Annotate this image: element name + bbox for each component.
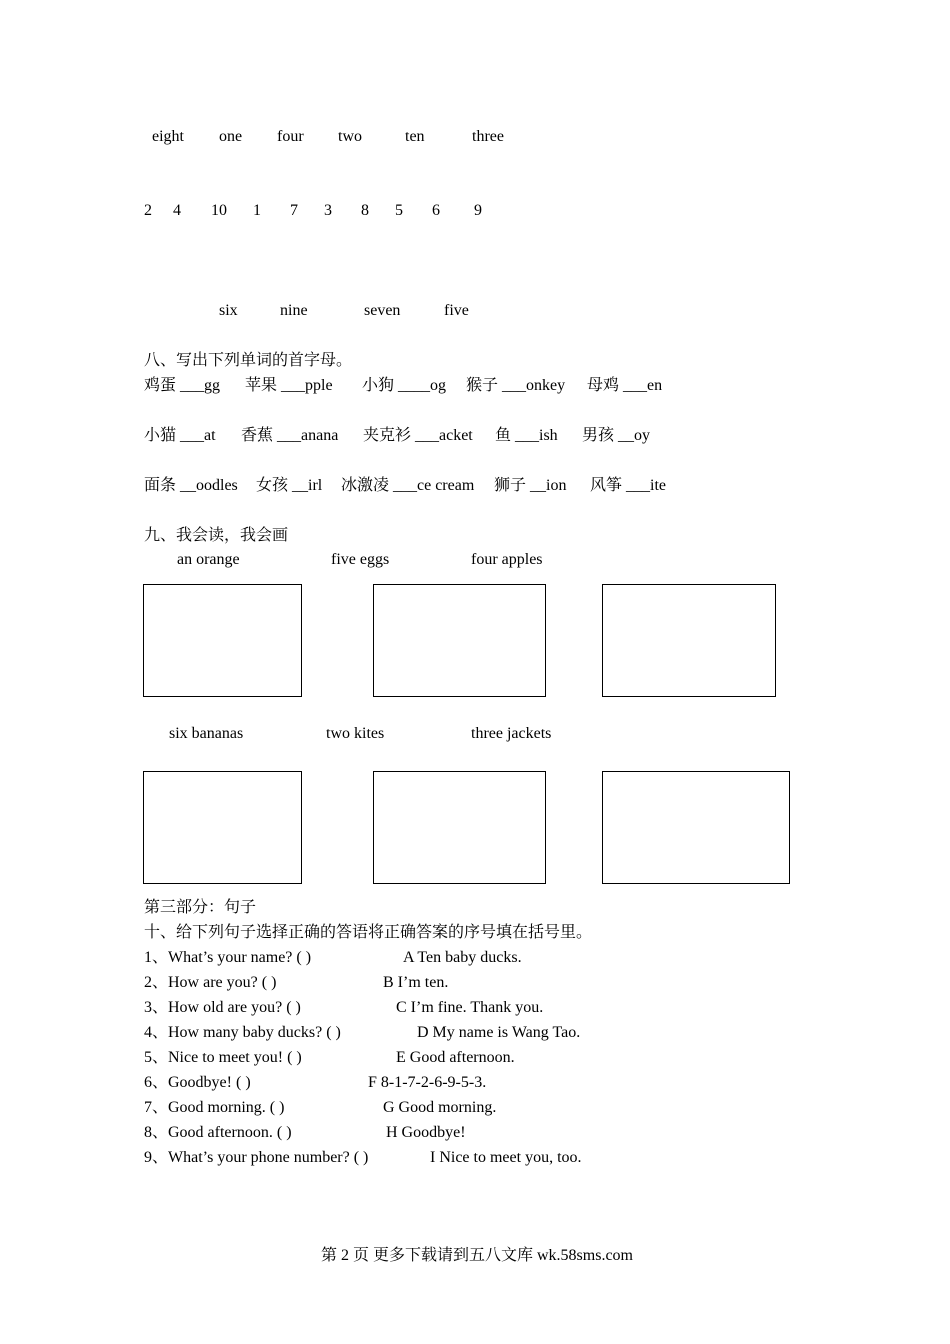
drawing-box (373, 584, 546, 697)
word-three: three (472, 128, 504, 145)
number-item: 1 (253, 202, 261, 219)
fill-blank-item: 夹克衫 ___acket (363, 427, 473, 444)
question-item: 4、How many baby ducks? ( ) (144, 1024, 341, 1041)
fill-blank-item: 狮子 __ion (494, 477, 567, 494)
drawing-box (143, 584, 302, 697)
draw-label: five eggs (331, 551, 390, 568)
question-item: 9、What’s your phone number? ( ) (144, 1149, 369, 1166)
number-item: 6 (432, 202, 440, 219)
drawing-box (602, 771, 790, 884)
answer-item: I Nice to meet you, too. (430, 1149, 582, 1166)
section10-title: 十、给下列句子选择正确的答语将正确答案的序号填在括号里。 (144, 924, 593, 941)
section9-title: 九、我会读，我会画 (144, 527, 289, 544)
answer-item: C I’m fine. Thank you. (396, 999, 544, 1016)
answer-item: D My name is Wang Tao. (417, 1024, 581, 1041)
draw-label: an orange (177, 551, 240, 568)
number-item: 2 (144, 202, 152, 219)
page-footer: 第 2 页 更多下载请到五八文库 wk.58sms.com (321, 1247, 634, 1264)
drawing-box (143, 771, 302, 884)
fill-blank-item: 小猫 ___at (144, 427, 216, 444)
section8-title: 八、写出下列单词的首字母。 (144, 352, 353, 369)
fill-blank-item: 鸡蛋 ___gg (144, 377, 221, 394)
word-seven: seven (364, 302, 401, 319)
word-two: two (338, 128, 362, 145)
fill-blank-item: 面条 __oodles (144, 477, 238, 494)
fill-blank-item: 鱼 ___ish (495, 427, 558, 444)
number-item: 9 (474, 202, 482, 219)
number-item: 3 (324, 202, 332, 219)
answer-item: F 8-1-7-2-6-9-5-3. (368, 1074, 487, 1091)
answer-item: B I’m ten. (383, 974, 449, 991)
question-item: 3、How old are you? ( ) (144, 999, 301, 1016)
word-five: five (444, 302, 469, 319)
drawing-box (373, 771, 546, 884)
word-nine: nine (280, 302, 308, 319)
number-item: 8 (361, 202, 369, 219)
fill-blank-item: 小狗 ____og (362, 377, 447, 394)
answer-item: E Good afternoon. (396, 1049, 515, 1066)
word-eight: eight (152, 128, 184, 145)
question-item: 1、What’s your name? ( ) (144, 949, 312, 966)
word-one: one (219, 128, 243, 145)
question-item: 5、Nice to meet you! ( ) (144, 1049, 302, 1066)
fill-blank-item: 香蕉 ___anana (241, 427, 339, 444)
fill-blank-item: 苹果 ___pple (245, 377, 333, 394)
fill-blank-item: 猴子 ___onkey (466, 377, 566, 394)
number-item: 4 (173, 202, 181, 219)
part3-title: 第三部分：句子 (144, 899, 257, 916)
answer-item: G Good morning. (383, 1099, 497, 1116)
word-ten: ten (405, 128, 425, 145)
answer-item: A Ten baby ducks. (403, 949, 522, 966)
fill-blank-item: 女孩 __irl (256, 477, 323, 494)
number-item: 5 (395, 202, 403, 219)
drawing-box (602, 584, 776, 697)
word-four: four (277, 128, 304, 145)
number-item: 7 (290, 202, 298, 219)
fill-blank-item: 男孩 __oy (582, 427, 651, 444)
draw-label: four apples (471, 551, 543, 568)
number-item: 10 (211, 202, 227, 219)
question-item: 7、Good morning. ( ) (144, 1099, 285, 1116)
draw-label: two kites (326, 725, 385, 742)
answer-item: H Goodbye! (386, 1124, 466, 1141)
draw-label: three jackets (471, 725, 552, 742)
fill-blank-item: 冰激凌 ___ce cream (341, 477, 475, 494)
question-item: 8、Good afternoon. ( ) (144, 1124, 292, 1141)
fill-blank-item: 母鸡 ___en (587, 377, 663, 394)
word-six: six (219, 302, 238, 319)
question-item: 2、How are you? ( ) (144, 974, 277, 991)
question-item: 6、Goodbye! ( ) (144, 1074, 251, 1091)
draw-label: six bananas (169, 725, 244, 742)
fill-blank-item: 风筝 ___ite (590, 477, 666, 494)
